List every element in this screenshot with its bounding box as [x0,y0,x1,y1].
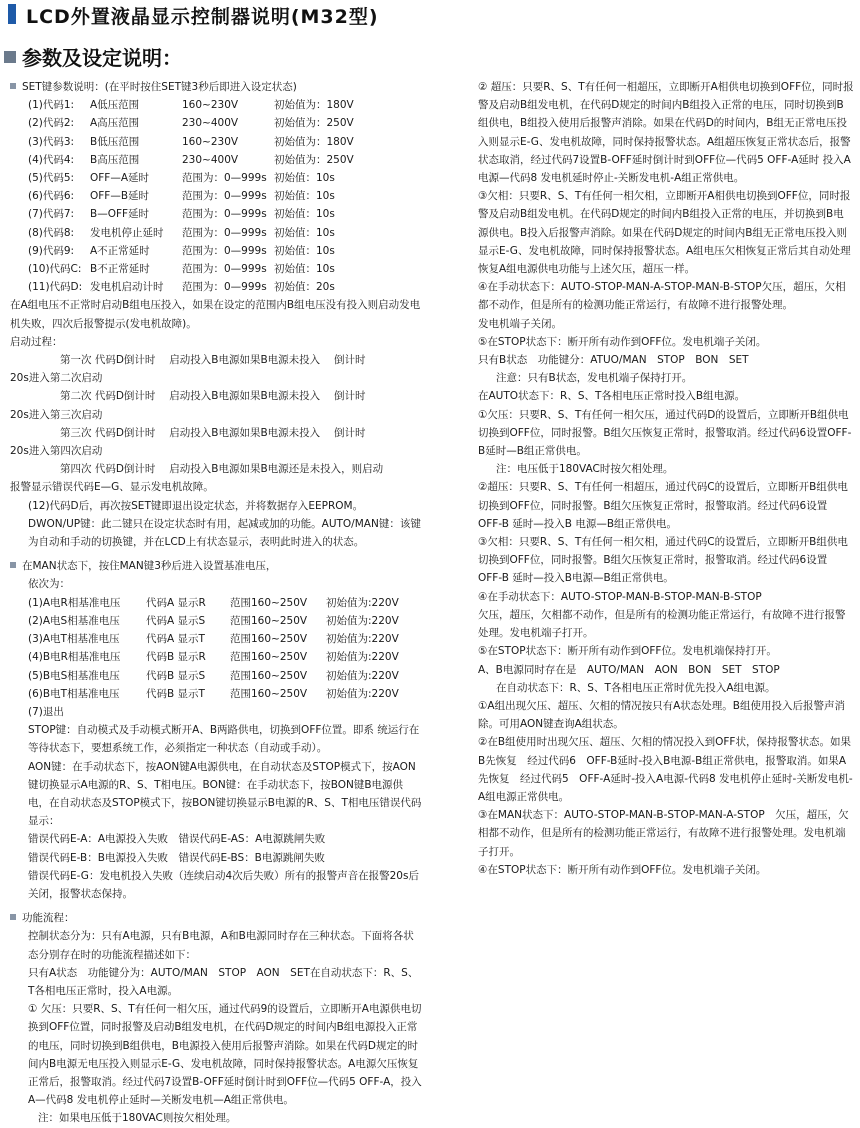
man-param-row: (1)A电R相基准电压 代码A 显示R 范围160~250V 初始值为:220V [28,596,399,609]
paragraph: 在A组电压不正常时启动B组电压投入，如果在设定的范围内B组电压没有投入则启动发电机失败，四次后报警提示(发电机故障)。 [10,299,421,330]
paragraph: ① 欠压：只要R、S、T有任何一相欠压，通过代码9的设置后，立即断开A电源供电切换到OFF位置，同时报警及启动B组发电机，在代码D规定的时间内B组电源投入正常的电压，同时切换到B组供电，B电源投入使用后报警声消除。如果在代码D规定的时间内B电源无电压投入则显示E-G、发电机故障，同时保持报警状态。A电源欠压恢复正常后，报警取消。经过代码7设置B-OFF延时倒计时到OFF位—代码5 OFF-A，投入A—代码8 发电机停止延时—关断发电机—A组正常供电。 [28,1003,422,1107]
param-row: (9)代码9: A不正常延时 范围为：0—999s 初始值：10s [28,244,335,257]
paragraph: 在AUTO状态下：R、S、T各相电压正常时投入B组电源。 [478,390,746,403]
paragraph: ②超压：只要R、S、T有任何一相超压，通过代码C的设置后，立即断开B组供电切换到OFF位，同时报警。B组欠压恢复正常时，报警取消。经过代码6设置 OFF-B 延时—投入B 电源—B组正常供电。 [478,481,848,530]
param-list [10,96,422,296]
error-line: 错误代码E-A：A电源投入失败 错误代码E-AS：A电源跳闸失败 [28,833,326,846]
paragraph: 发电机端子关闭。 [478,317,562,330]
start-step: 第四次 代码D倒计时 启动投入B电源如果B电源还是未投入，则启动 [60,463,384,476]
paragraph: ④在手动状态下：AUTO-STOP-MAN-A-STOP-MAN-B-STOP欠压，超压，欠相都不动作，但是所有的检测功能正常运行，有故障不进行报警处理。 [478,281,846,312]
paragraph: 错误代码E-G：发电机投入失败（连续启动4次后失败）所有的报警声音在报警20s后关闭，报警状态保持。 [28,869,419,900]
square-bullet-icon [10,914,16,920]
start-step: 第二次 代码D倒计时 启动投入B电源如果B电源未投入 倒计时 [60,390,366,403]
paragraph: 在自动状态下：R、S、T各相电压正常时优先投入A组电源。 [496,681,776,694]
paragraph: 注意：只有B状态，发电机端子保持打开。 [496,372,693,385]
paragraph: ⑤在STOP状态下：断开所有动作到OFF位。发电机端保持打开。 [478,645,777,658]
paragraph: 注：如果电压低于180VAC则按欠相处理。 [38,1112,237,1125]
section-title: 参数及设定说明： [22,46,182,70]
param-row: (10)代码C: B不正常延时 范围为：0—999s 初始值：10s [28,263,335,276]
square-bullet-icon [4,51,16,63]
param-row: (7)代码7: B—OFF延时 范围为：0—999s 初始值：10s [28,208,335,221]
man-intro: 在MAN状态下，按住MAN键3秒后进入设置基准电压， [10,557,422,575]
square-bullet-icon [10,83,16,89]
right-column [478,78,854,879]
left-column [10,78,422,1128]
param-row: (11)代码D: 发电机启动计时 范围为：0—999s 初始值：20s [28,281,335,294]
paragraph: ④在手动状态下：AUTO-STOP-MAN-B-STOP-MAN-B-STOP [478,590,762,603]
start-step: 第一次 代码D倒计时 启动投入B电源如果B电源未投入 倒计时 [60,354,366,367]
paragraph: ⑤在STOP状态下：断开所有动作到OFF位。发电机端子关闭。 [478,335,767,348]
param-row: (2)代码2: A高压范围 230~400V 初始值为：250V [28,117,354,130]
paragraph: A、B电源同时存在是 AUTO/MAN AON BON SET STOP [478,663,780,676]
man-param-row: (6)B电T相基准电压 代码B 显示T 范围160~250V 初始值为:220V [28,687,399,700]
paragraph: AON键：在手动状态下，按AON键A电源供电，在自动状态及STOP模式下，按AON键切换显示A电源的R、S、T相电压。BON键：在手动状态下，按BON键B电源供电，在自动状态及STOP模式下，按BON键切换显示B电源的R、S、T相电压错误代码显示： [28,760,422,828]
param-row: (3)代码3: B低压范围 160~230V 初始值为：180V [28,135,354,148]
param-row: (5)代码5: OFF—A延时 范围为：0—999s 初始值：10s [28,172,335,185]
document-title: LCD外置液晶显示控制器说明(M32型) [26,6,379,28]
start-step: 20s进入第二次启动 [10,372,103,385]
paragraph: (7)退出 [28,705,64,718]
paragraph: ①欠压：只要R、S、T有任何一相欠压，通过代码D的设置后，立即断开B组供电切换到OFF位，同时报警。B组欠压恢复正常时，报警取消。经过代码6设置OFF-B延时—B组正常供电。 [478,408,852,458]
man-param-row: (2)A电S相基准电压 代码A 显示S 范围160~250V 初始值为:220V [28,614,399,627]
paragraph: ④在STOP状态下：断开所有动作到OFF位。发电机端子关闭。 [478,863,767,876]
param-row: (6)代码6: OFF—B延时 范围为：0—999s 初始值：10s [28,190,335,203]
paragraph: 只有B状态 功能键分：ATUO/MAN STOP BON SET [478,354,749,367]
flow-title: 功能流程： [10,909,422,927]
paragraph: 控制状态分为：只有A电源，只有B电源，A和B电源同时存在三种状态。下面将各状态分别存在时的功能流程描述如下： [28,930,414,961]
start-step: 20s进入第三次启动 [10,408,103,421]
param-row: (1)代码1: A低压范围 160~230V 初始值为：180V [28,99,354,112]
square-bullet-icon [10,562,16,568]
paragraph: ③欠相：只要R、S、T有任何一相欠相，立即断开A相供电切换到OFF位，同时报警及启动B组发电机。在代码D规定的时间内B组投入正常的电压，并切换到B电源供电。B投入后报警声消除。如果在代码D规定的时间内B组无正常电压投入则显示E-G、发电机故障，同时保持报警状态。A组电压欠相恢复正常后其自动处理恢复A组电源供电功能与上述欠压，超压一样。 [478,190,851,276]
paragraph: ② 超压：只要R、S、T有任何一相超压，立即断开A相供电切换到OFF位，同时报警及启动B组发电机，在代码D规定的时间内B组投入正常的电压，同时切换到B组供电，B组投入使用后报警声消除。如果在代码D的时间内，B组无正常电压投入则显示E-G、发电机故障，同时保持报警状态。A组超压恢复正常状态后，报警状态取消，经过代码7设置B-OFF延时倒计时到OFF位—代码5 OFF-A延时 投入A电源—代码8 发电机延时停止-关断发电机-A组正常供电。 [478,81,854,185]
paragraph: 依次为： [28,578,70,591]
start-step: 20s进入第四次启动 [10,445,103,458]
start-step: 报警显示错误代码E—G、显示发电机故障。 [10,481,214,494]
section-heading [4,42,182,71]
error-line: 错误代码E-B：B电源投入失败 错误代码E-BS：B电源跳闸失败 [28,851,325,864]
paragraph: ③欠相：只要R、S、T有任何一相欠相，通过代码C的设置后，立即断开B组供电切换到OFF位，同时报警。B组欠压恢复正常时，报警取消。经过代码6设置 OFF-B 延时—投入B电源—B组正常供电。 [478,536,848,585]
paragraph: 注：电压低于180VAC时按欠相处理。 [496,463,674,476]
header-accent-bar [8,4,16,24]
paragraph: DWON/UP键：此二键只在设定状态时有用，起减或加的功能。AUTO/MAN键：该键为自动和手动的切换键，并在LCD上有状态显示，表明此时进入的状态。 [28,517,421,549]
paragraph: ①A组出现欠压、超压、欠相的情况按只有A状态处理。B组使用投入后报警声消除。可用AON键查询A组状态。 [478,699,845,731]
man-param-row: (5)B电S相基准电压 代码B 显示S 范围160~250V 初始值为:220V [28,669,399,682]
paragraph: 欠压，超压，欠相都不动作，但是所有的检测功能正常运行，有故障不进行报警处理。发电机端子打开。 [478,608,846,640]
set-intro: SET键参数说明：(在平时按住SET键3秒后即进入设定状态) [10,78,422,96]
start-step: 第三次 代码D倒计时 启动投入B电源如果B电源未投入 倒计时 [60,426,366,439]
paragraph: (12)代码D后，再次按SET键即退出设定状态，并将数据存入EEPROM。 [28,499,364,512]
param-row: (8)代码8: 发电机停止延时 范围为：0—999s 初始值：10s [28,226,335,239]
man-param-row: (4)B电R相基准电压 代码B 显示R 范围160~250V 初始值为:220V [28,651,399,664]
paragraph: 只有A状态 功能键分为：AUTO/MAN STOP AON SET在自动状态下：R、S、T各相电压正常时，投入A电源。 [28,966,419,997]
param-row: (4)代码4: B高压范围 230~400V 初始值为：250V [28,153,354,166]
paragraph: ②在B组使用时出现欠压、超压、欠相的情况投入到OFF状，保持报警状态。如果B先恢复 经过代码6 OFF-B延时-投入B电源-B组正常供电，报警取消。如果A先恢复 经过代码5 OFF-A延时-投入A电源-代码8 发电机停止延时-关断发电机-A组电源正常供电。 [478,736,853,803]
start-title: 启动过程： [10,335,63,348]
document-header [0,0,860,28]
man-param-row: (3)A电T相基准电压 代码A 显示T 范围160~250V 初始值为:220V [28,633,399,646]
paragraph: ③在MAN状态下：AUTO-STOP-MAN-B-STOP-MAN-A-STOP 欠压，超压，欠相都不动作，但是所有的检测功能正常运行，有故障不进行报警处理。发电机端子打开。 [478,809,849,858]
paragraph: STOP键：自动模式及手动模式断开A、B两路供电，切换到OFF位置。即系 统运行在等待状态下，要想系统工作，必须指定一种状态（自动或手动）。 [28,724,420,755]
